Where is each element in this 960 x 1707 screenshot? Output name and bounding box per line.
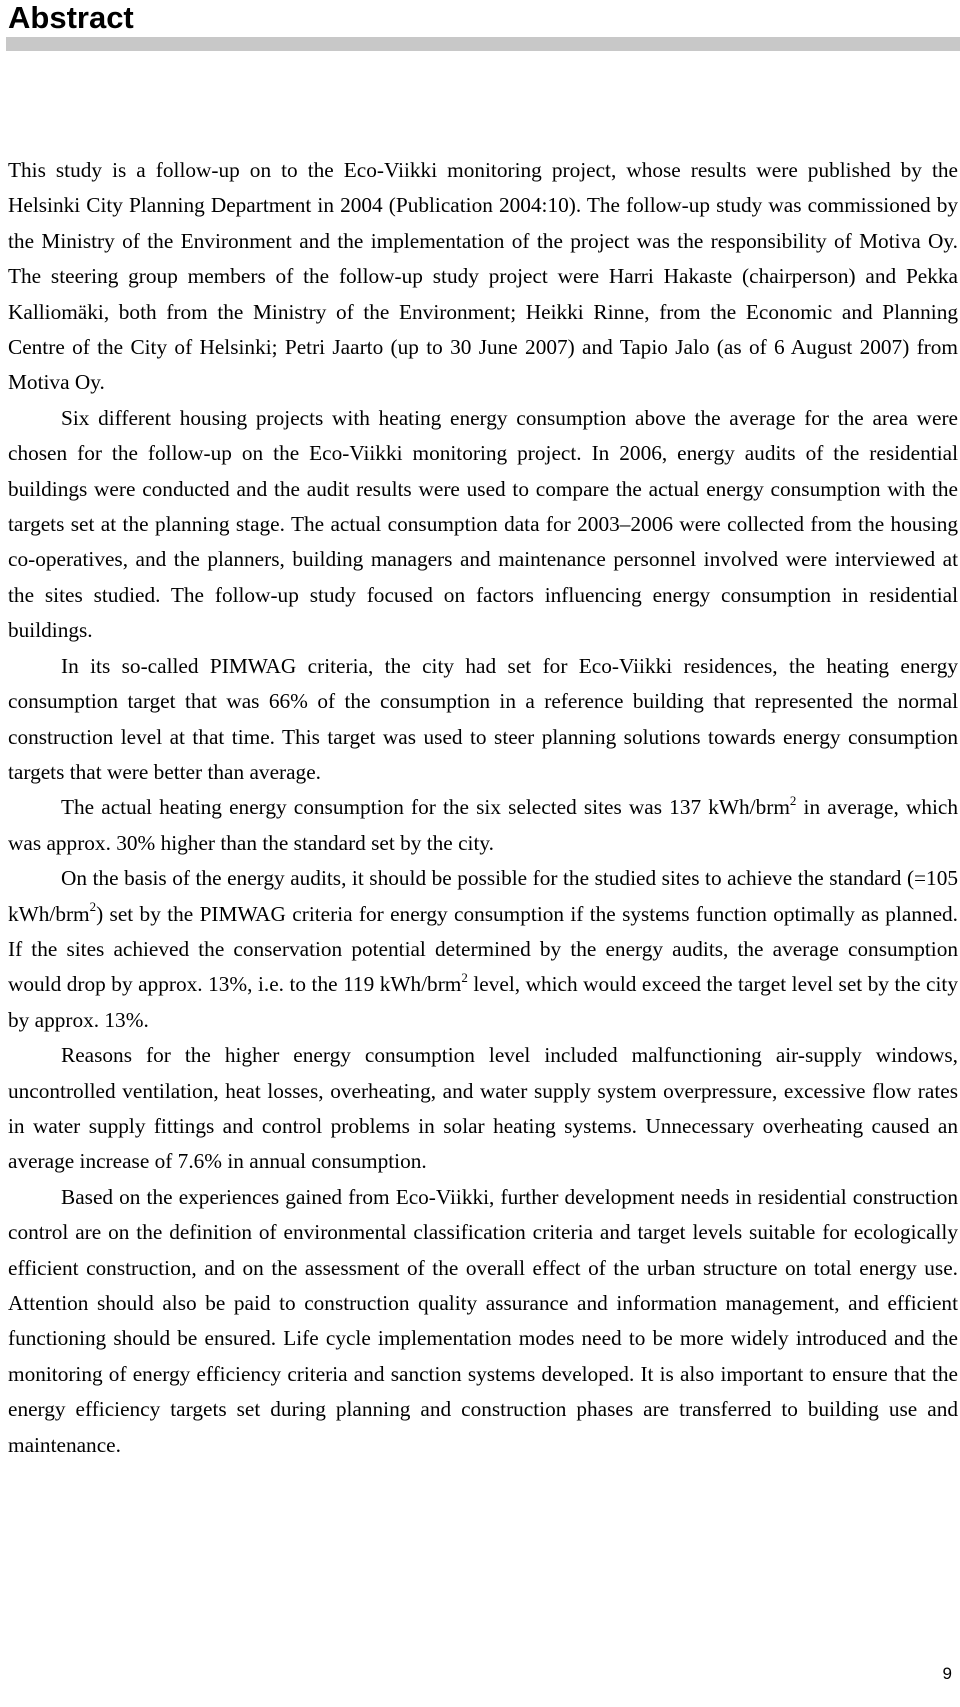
page-heading: Abstract (8, 0, 134, 35)
abstract-body (8, 153, 958, 1463)
paragraph-6: Reasons for the higher energy consumption level included malfunctioning air-supply windows, uncontrolled ventilation, heat losses, overheating, and water supply system overpressure, excessive flow rates in water supply fittings and control problems in solar heating systems. Unnecessary overheating caused an average increase of 7.6% in annual consumption. (8, 1043, 958, 1174)
paragraph-1: This study is a follow-up on to the Eco-Viikki monitoring project, whose results were published by the Helsinki City Planning Department in 2004 (Publication 2004:10). The follow-up study was commissioned by the Ministry of the Environment and the implementation of the project was the responsibility of Motiva Oy. The steering group members of the follow-up study project were Harri Hakaste (chairperson) and Pekka Kalliomäki, both from the Ministry of the Environment; Heikki Rinne, from the Economic and Planning Centre of the City of Helsinki; Petri Jaarto (up to 30 June 2007) and Tapio Jalo (as of 6 August 2007) from Motiva Oy. (8, 158, 958, 395)
paragraph-5-text-c: level, which would exceed the target level set by the city by approx. 13%. (8, 972, 958, 1032)
paragraph-4 (8, 790, 958, 861)
page-number: 9 (942, 1664, 952, 1683)
paragraph-5-text-b: ) set by the PIMWAG criteria for energy consumption if the systems function optimally as planned. If the sites achieved the conservation potential determined by the energy audits, the average consumption would drop by approx. 13%, i.e. to the 119 kWh/brm (8, 901, 958, 997)
heading-rule (6, 37, 960, 51)
paragraph-3: In its so-called PIMWAG criteria, the city had set for Eco-Viikki residences, the heating energy consumption target that was 66% of the consumption in a reference building that represented the normal construction level at that time. This target was used to steer planning solutions towards energy consumption targets that were better than average. (8, 653, 958, 784)
superscript: 2 (461, 970, 468, 986)
paragraph-4-text-b: in average, which was approx. 30% higher than the standard set by the city. (8, 795, 959, 855)
paragraph-4-text-a: The actual heating energy consumption for the six selected sites was 137 kWh/brm (61, 795, 790, 820)
paragraph-5-text-a: On the basis of the energy audits, it should be possible for the studied sites to achieve the standard (=105 kWh/brm (8, 866, 958, 926)
paragraph-7: Based on the experiences gained from Eco-Viikki, further development needs in residential construction control are on the definition of environmental classification criteria and target levels suitable for ecologically efficient construction, and on the assessment of the overall effect of the urban structure on total energy use. Attention should also be paid to construction quality assurance and information management, and efficient functioning should be ensured. Life cycle implementation modes need to be more widely introduced and the monitoring of energy efficiency criteria and sanction systems developed. It is also important to ensure that the energy efficiency targets set during planning and construction phases are transferred to building use and maintenance. (8, 1184, 958, 1457)
superscript: 2 (89, 899, 97, 915)
paragraph-2: Six different housing projects with heating energy consumption above the average for the area were chosen for the follow-up on the Eco-Viikki monitoring project. In 2006, energy audits of the residential buildings were conducted and the audit results were used to compare the actual energy consumption with the targets set at the planning stage. The actual consumption data for 2003–2006 were collected from the housing co-operatives, and the planners, building managers and maintenance personnel involved were interviewed at the sites studied. The follow-up study focused on factors influencing energy consumption in residential buildings. (8, 405, 958, 643)
paragraph-5 (8, 861, 958, 1038)
superscript: 2 (789, 793, 797, 809)
